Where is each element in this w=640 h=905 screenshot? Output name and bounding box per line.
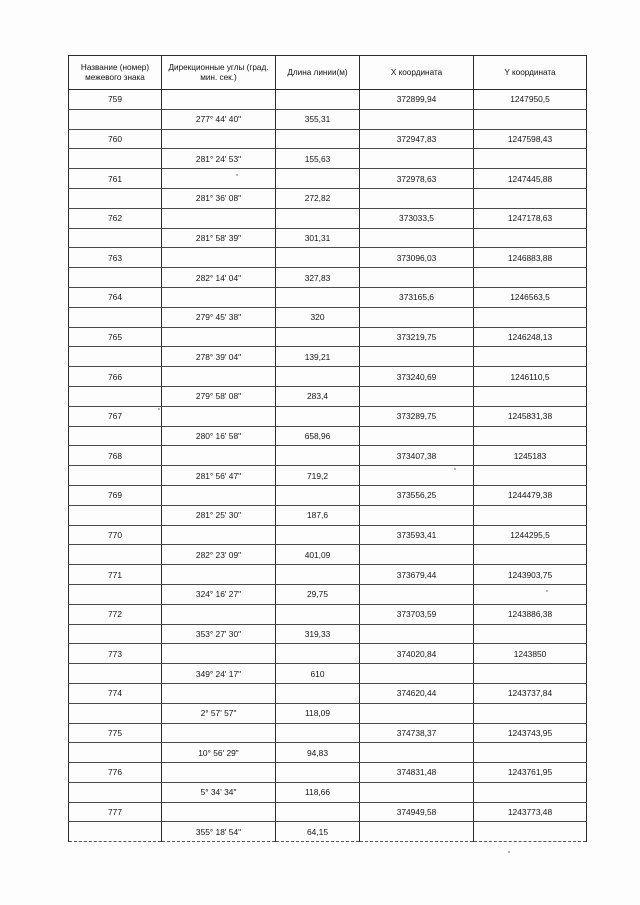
x-coordinate-cell: 372978,63 bbox=[360, 169, 474, 189]
line-length-cell bbox=[276, 90, 360, 110]
header-line-length: Длина линии(м) bbox=[276, 56, 360, 90]
y-coordinate-cell bbox=[474, 782, 587, 802]
line-length-cell: 118,66 bbox=[276, 782, 360, 802]
y-coordinate-cell bbox=[474, 149, 587, 169]
y-coordinate-cell: 1244295,5 bbox=[474, 525, 587, 545]
y-coordinate-cell: 1247178,63 bbox=[474, 208, 587, 228]
mark-name-cell bbox=[69, 822, 162, 842]
mark-name-cell bbox=[69, 624, 162, 644]
mark-name-cell bbox=[69, 188, 162, 208]
x-coordinate-cell bbox=[360, 386, 474, 406]
line-length-cell: 320 bbox=[276, 307, 360, 327]
y-coordinate-cell: 1243886,38 bbox=[474, 604, 587, 624]
y-coordinate-cell: 1243761,95 bbox=[474, 763, 587, 783]
table-row bbox=[69, 505, 587, 525]
y-coordinate-cell bbox=[474, 624, 587, 644]
x-coordinate-cell bbox=[360, 545, 474, 565]
x-coordinate-cell bbox=[360, 268, 474, 288]
table-row bbox=[69, 644, 587, 664]
table-row bbox=[69, 268, 587, 288]
mark-name-cell: 768 bbox=[69, 446, 162, 466]
header-y-coordinate: Y координата bbox=[474, 56, 587, 90]
bearing-angle-cell bbox=[162, 169, 276, 189]
line-length-cell bbox=[276, 287, 360, 307]
table-row bbox=[69, 782, 587, 802]
line-length-cell bbox=[276, 485, 360, 505]
mark-name-cell bbox=[69, 743, 162, 763]
bearing-angle-cell: 281° 56' 47" bbox=[162, 466, 276, 486]
table-row bbox=[69, 525, 587, 545]
y-coordinate-cell bbox=[474, 703, 587, 723]
table-row bbox=[69, 584, 587, 604]
header-boundary-mark-name: Название (номер) межевого знака bbox=[69, 56, 162, 90]
y-coordinate-cell bbox=[474, 228, 587, 248]
scan-speck bbox=[158, 408, 160, 410]
bearing-angle-cell bbox=[162, 446, 276, 466]
bearing-angle-cell: 282° 14' 04" bbox=[162, 268, 276, 288]
table-row bbox=[69, 565, 587, 585]
x-coordinate-cell bbox=[360, 743, 474, 763]
line-length-cell: 29,75 bbox=[276, 584, 360, 604]
table-row bbox=[69, 446, 587, 466]
x-coordinate-cell: 373289,75 bbox=[360, 406, 474, 426]
mark-name-cell bbox=[69, 268, 162, 288]
line-length-cell bbox=[276, 683, 360, 703]
line-length-cell: 658,96 bbox=[276, 426, 360, 446]
line-length-cell bbox=[276, 644, 360, 664]
line-length-cell: 327,83 bbox=[276, 268, 360, 288]
y-coordinate-cell: 1246563,5 bbox=[474, 287, 587, 307]
y-coordinate-cell bbox=[474, 188, 587, 208]
table-row bbox=[69, 683, 587, 703]
x-coordinate-cell bbox=[360, 109, 474, 129]
table-row bbox=[69, 703, 587, 723]
y-coordinate-cell: 1247445,88 bbox=[474, 169, 587, 189]
bearing-angle-cell bbox=[162, 644, 276, 664]
line-length-cell bbox=[276, 327, 360, 347]
x-coordinate-cell bbox=[360, 584, 474, 604]
y-coordinate-cell: 1243850 bbox=[474, 644, 587, 664]
bearing-angle-cell: 10° 56' 29" bbox=[162, 743, 276, 763]
line-length-cell: 187,6 bbox=[276, 505, 360, 525]
mark-name-cell: 761 bbox=[69, 169, 162, 189]
table-row bbox=[69, 723, 587, 743]
mark-name-cell bbox=[69, 149, 162, 169]
bearing-angle-cell bbox=[162, 367, 276, 387]
y-coordinate-cell bbox=[474, 822, 587, 842]
y-coordinate-cell bbox=[474, 307, 587, 327]
mark-name-cell bbox=[69, 664, 162, 684]
mark-name-cell bbox=[69, 426, 162, 446]
mark-name-cell: 773 bbox=[69, 644, 162, 664]
table-row bbox=[69, 327, 587, 347]
x-coordinate-cell bbox=[360, 466, 474, 486]
x-coordinate-cell bbox=[360, 703, 474, 723]
bearing-angle-cell: 277° 44' 40" bbox=[162, 109, 276, 129]
scan-speck bbox=[454, 468, 456, 470]
x-coordinate-cell bbox=[360, 822, 474, 842]
table-header-row bbox=[69, 56, 587, 90]
x-coordinate-cell: 373407,38 bbox=[360, 446, 474, 466]
line-length-cell: 719,2 bbox=[276, 466, 360, 486]
bearing-angle-cell: 353° 27' 30" bbox=[162, 624, 276, 644]
bearing-angle-cell bbox=[162, 723, 276, 743]
line-length-cell: 155,63 bbox=[276, 149, 360, 169]
table-row bbox=[69, 545, 587, 565]
bearing-angle-cell: 281° 58' 39" bbox=[162, 228, 276, 248]
table-row bbox=[69, 307, 587, 327]
table-row bbox=[69, 208, 587, 228]
mark-name-cell: 767 bbox=[69, 406, 162, 426]
mark-name-cell bbox=[69, 386, 162, 406]
x-coordinate-cell bbox=[360, 188, 474, 208]
bearing-angle-cell: 279° 45' 38" bbox=[162, 307, 276, 327]
bearing-angle-cell: 5° 34' 34" bbox=[162, 782, 276, 802]
mark-name-cell: 762 bbox=[69, 208, 162, 228]
y-coordinate-cell bbox=[474, 584, 587, 604]
mark-name-cell: 764 bbox=[69, 287, 162, 307]
bearing-angle-cell bbox=[162, 287, 276, 307]
scan-speck bbox=[546, 590, 548, 592]
table-row bbox=[69, 624, 587, 644]
bearing-angle-cell bbox=[162, 90, 276, 110]
bearing-angle-cell: 281° 24' 53" bbox=[162, 149, 276, 169]
x-coordinate-cell bbox=[360, 149, 474, 169]
x-coordinate-cell: 374020,84 bbox=[360, 644, 474, 664]
y-coordinate-cell: 1245183 bbox=[474, 446, 587, 466]
mark-name-cell: 766 bbox=[69, 367, 162, 387]
y-coordinate-cell: 1243743,95 bbox=[474, 723, 587, 743]
y-coordinate-cell bbox=[474, 109, 587, 129]
mark-name-cell: 775 bbox=[69, 723, 162, 743]
mark-name-cell: 763 bbox=[69, 248, 162, 268]
x-coordinate-cell bbox=[360, 505, 474, 525]
mark-name-cell: 765 bbox=[69, 327, 162, 347]
x-coordinate-cell bbox=[360, 426, 474, 446]
table-row bbox=[69, 129, 587, 149]
line-length-cell: 272,82 bbox=[276, 188, 360, 208]
mark-name-cell: 759 bbox=[69, 90, 162, 110]
x-coordinate-cell: 373096,03 bbox=[360, 248, 474, 268]
line-length-cell: 283,4 bbox=[276, 386, 360, 406]
mark-name-cell bbox=[69, 703, 162, 723]
table-body bbox=[69, 90, 587, 842]
x-coordinate-cell bbox=[360, 307, 474, 327]
mark-name-cell bbox=[69, 782, 162, 802]
line-length-cell bbox=[276, 723, 360, 743]
x-coordinate-cell: 373593,41 bbox=[360, 525, 474, 545]
scan-speck bbox=[508, 851, 510, 853]
line-length-cell bbox=[276, 565, 360, 585]
line-length-cell bbox=[276, 169, 360, 189]
y-coordinate-cell bbox=[474, 743, 587, 763]
line-length-cell: 401,09 bbox=[276, 545, 360, 565]
coordinates-table bbox=[68, 55, 587, 842]
y-coordinate-cell: 1247950,5 bbox=[474, 90, 587, 110]
x-coordinate-cell: 372947,83 bbox=[360, 129, 474, 149]
line-length-cell bbox=[276, 406, 360, 426]
table-row bbox=[69, 664, 587, 684]
table-row bbox=[69, 802, 587, 822]
line-length-cell bbox=[276, 129, 360, 149]
bearing-angle-cell bbox=[162, 129, 276, 149]
bearing-angle-cell: 324° 16' 27" bbox=[162, 584, 276, 604]
y-coordinate-cell bbox=[474, 545, 587, 565]
x-coordinate-cell: 373240,69 bbox=[360, 367, 474, 387]
line-length-cell bbox=[276, 763, 360, 783]
mark-name-cell: 772 bbox=[69, 604, 162, 624]
bearing-angle-cell bbox=[162, 208, 276, 228]
bearing-angle-cell: 349° 24' 17" bbox=[162, 664, 276, 684]
mark-name-cell: 774 bbox=[69, 683, 162, 703]
x-coordinate-cell: 374620,44 bbox=[360, 683, 474, 703]
y-coordinate-cell: 1243773,48 bbox=[474, 802, 587, 822]
bearing-angle-cell: 282° 23' 09" bbox=[162, 545, 276, 565]
x-coordinate-cell bbox=[360, 347, 474, 367]
table-row bbox=[69, 466, 587, 486]
y-coordinate-cell: 1246248,13 bbox=[474, 327, 587, 347]
mark-name-cell bbox=[69, 109, 162, 129]
y-coordinate-cell: 1246110,5 bbox=[474, 367, 587, 387]
bearing-angle-cell bbox=[162, 485, 276, 505]
bearing-angle-cell bbox=[162, 248, 276, 268]
table-row bbox=[69, 228, 587, 248]
y-coordinate-cell bbox=[474, 426, 587, 446]
table-row bbox=[69, 169, 587, 189]
mark-name-cell: 771 bbox=[69, 565, 162, 585]
x-coordinate-cell: 373219,75 bbox=[360, 327, 474, 347]
mark-name-cell bbox=[69, 228, 162, 248]
bearing-angle-cell: 278° 39' 04" bbox=[162, 347, 276, 367]
line-length-cell bbox=[276, 248, 360, 268]
table-row bbox=[69, 822, 587, 842]
y-coordinate-cell: 1244479,38 bbox=[474, 485, 587, 505]
line-length-cell bbox=[276, 208, 360, 228]
line-length-cell: 610 bbox=[276, 664, 360, 684]
line-length-cell bbox=[276, 604, 360, 624]
bearing-angle-cell bbox=[162, 406, 276, 426]
x-coordinate-cell: 374831,48 bbox=[360, 763, 474, 783]
bearing-angle-cell bbox=[162, 802, 276, 822]
mark-name-cell bbox=[69, 307, 162, 327]
y-coordinate-cell: 1246883,88 bbox=[474, 248, 587, 268]
bearing-angle-cell bbox=[162, 327, 276, 347]
mark-name-cell bbox=[69, 505, 162, 525]
table-row bbox=[69, 367, 587, 387]
line-length-cell: 139,21 bbox=[276, 347, 360, 367]
bearing-angle-cell: 281° 36' 08" bbox=[162, 188, 276, 208]
y-coordinate-cell bbox=[474, 268, 587, 288]
bearing-angle-cell: 2° 57' 57" bbox=[162, 703, 276, 723]
table-row bbox=[69, 90, 587, 110]
y-coordinate-cell bbox=[474, 505, 587, 525]
line-length-cell bbox=[276, 525, 360, 545]
table-row bbox=[69, 406, 587, 426]
bearing-angle-cell bbox=[162, 683, 276, 703]
mark-name-cell: 777 bbox=[69, 802, 162, 822]
table-row bbox=[69, 604, 587, 624]
x-coordinate-cell: 374738,37 bbox=[360, 723, 474, 743]
y-coordinate-cell bbox=[474, 466, 587, 486]
mark-name-cell bbox=[69, 545, 162, 565]
mark-name-cell: 769 bbox=[69, 485, 162, 505]
bearing-angle-cell: 281° 25' 30" bbox=[162, 505, 276, 525]
bearing-angle-cell bbox=[162, 604, 276, 624]
table-row bbox=[69, 763, 587, 783]
x-coordinate-cell: 373703,59 bbox=[360, 604, 474, 624]
header-x-coordinate: X координата bbox=[360, 56, 474, 90]
table-row bbox=[69, 287, 587, 307]
mark-name-cell: 760 bbox=[69, 129, 162, 149]
bearing-angle-cell bbox=[162, 525, 276, 545]
mark-name-cell bbox=[69, 584, 162, 604]
bearing-angle-cell: 355° 18' 54" bbox=[162, 822, 276, 842]
x-coordinate-cell bbox=[360, 664, 474, 684]
bearing-angle-cell: 280° 16' 58" bbox=[162, 426, 276, 446]
table-row bbox=[69, 386, 587, 406]
y-coordinate-cell: 1243903,75 bbox=[474, 565, 587, 585]
mark-name-cell bbox=[69, 347, 162, 367]
line-length-cell: 118,09 bbox=[276, 703, 360, 723]
line-length-cell: 301,31 bbox=[276, 228, 360, 248]
table-row bbox=[69, 347, 587, 367]
bearing-angle-cell: 279° 58' 08" bbox=[162, 386, 276, 406]
table-row bbox=[69, 188, 587, 208]
header-bearing-angles: Дирекционные углы (град. мин. сек.) bbox=[162, 56, 276, 90]
x-coordinate-cell: 373556,25 bbox=[360, 485, 474, 505]
scan-speck bbox=[236, 174, 238, 176]
x-coordinate-cell bbox=[360, 624, 474, 644]
y-coordinate-cell bbox=[474, 386, 587, 406]
table-row bbox=[69, 485, 587, 505]
x-coordinate-cell: 373165,6 bbox=[360, 287, 474, 307]
line-length-cell bbox=[276, 367, 360, 387]
line-length-cell: 94,83 bbox=[276, 743, 360, 763]
line-length-cell bbox=[276, 802, 360, 822]
y-coordinate-cell: 1243737,84 bbox=[474, 683, 587, 703]
table-row bbox=[69, 743, 587, 763]
y-coordinate-cell: 1247598,43 bbox=[474, 129, 587, 149]
mark-name-cell: 770 bbox=[69, 525, 162, 545]
x-coordinate-cell bbox=[360, 782, 474, 802]
line-length-cell bbox=[276, 446, 360, 466]
bearing-angle-cell bbox=[162, 763, 276, 783]
mark-name-cell: 776 bbox=[69, 763, 162, 783]
x-coordinate-cell bbox=[360, 228, 474, 248]
x-coordinate-cell: 372899,94 bbox=[360, 90, 474, 110]
line-length-cell: 64,15 bbox=[276, 822, 360, 842]
y-coordinate-cell bbox=[474, 664, 587, 684]
table-row bbox=[69, 149, 587, 169]
bearing-angle-cell bbox=[162, 565, 276, 585]
table-row bbox=[69, 426, 587, 446]
table-row bbox=[69, 109, 587, 129]
table-row bbox=[69, 248, 587, 268]
line-length-cell: 355,31 bbox=[276, 109, 360, 129]
x-coordinate-cell: 374949,58 bbox=[360, 802, 474, 822]
x-coordinate-cell: 373033,5 bbox=[360, 208, 474, 228]
y-coordinate-cell: 1245831,38 bbox=[474, 406, 587, 426]
mark-name-cell bbox=[69, 466, 162, 486]
line-length-cell: 319,33 bbox=[276, 624, 360, 644]
y-coordinate-cell bbox=[474, 347, 587, 367]
x-coordinate-cell: 373679,44 bbox=[360, 565, 474, 585]
